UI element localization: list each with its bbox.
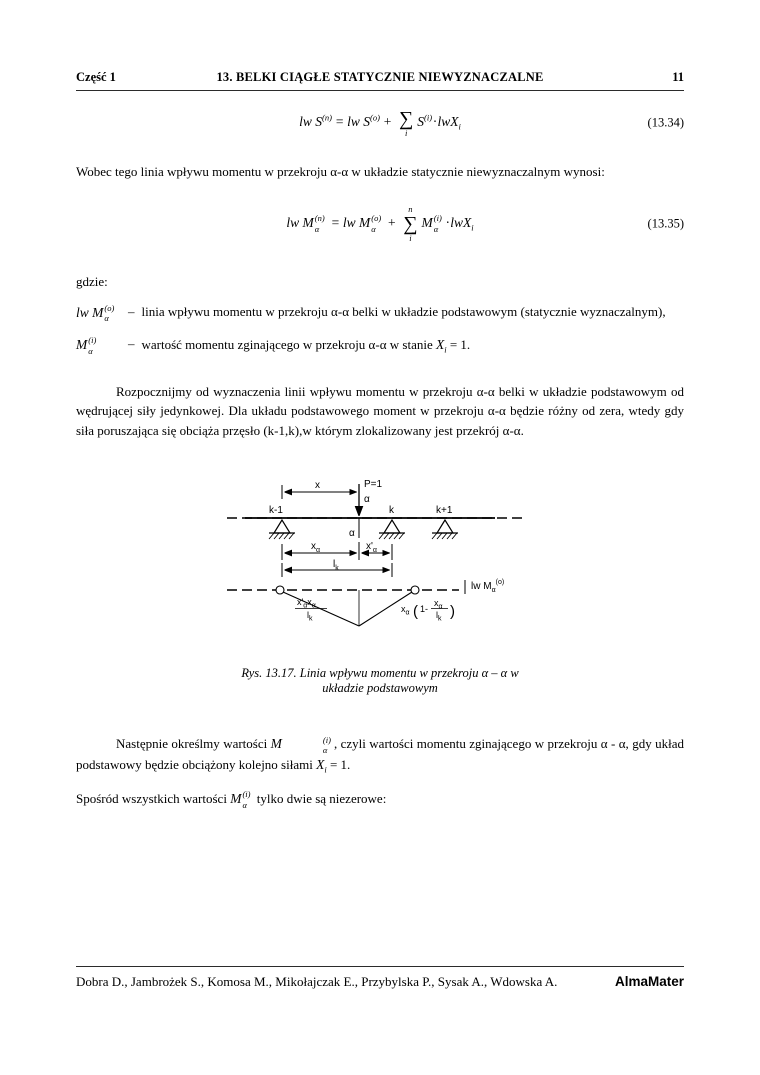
page-number: 11 (672, 70, 684, 84)
term-M-i: M (i) α (76, 335, 97, 356)
summation-symbol: n ∑ i (403, 204, 418, 243)
part-label: Część 1 (76, 70, 116, 84)
definition-dash: – (128, 303, 135, 319)
support-icon-k-minus-1 (269, 520, 295, 539)
hinge-circle-right (411, 586, 419, 594)
footer-row (76, 974, 684, 990)
label-x: x (315, 480, 320, 492)
equals-sign: = (334, 114, 345, 130)
label-p1: P=1 (364, 479, 383, 491)
eq-scripts: (i) α (88, 335, 97, 356)
label-l-k: $l_k$ (333, 559, 339, 573)
eq-scripts: (i) α (242, 789, 251, 810)
label-lwM: lw $M_\alpha^{(o)}$ (471, 579, 505, 595)
support-icon-k-plus-1 (432, 520, 458, 539)
plus-sign: + (382, 114, 393, 130)
x-i-symbol: $X_i$ (435, 336, 447, 355)
ordinate-right-frac-den: $l_k$ (436, 610, 442, 623)
plus-sign: + (387, 214, 397, 230)
eq-sub: i (471, 222, 474, 233)
label-x-alpha-prime: $x'_\alpha$ (366, 541, 377, 555)
multiplication-dot: · (433, 114, 437, 130)
eq-scripts: (o) α (371, 213, 382, 234)
eq-scripts: (o) α (104, 303, 115, 324)
eq-sub: i (458, 122, 461, 133)
eq-term: M (421, 214, 433, 230)
authors-line: Dobra D., Jambrożek S., Komosa M., Mikołajczak E., Przybylska P., Sysak A., Wdowska A. (76, 974, 558, 989)
definition-item-2 (76, 335, 684, 356)
eq-scripts: (i) α (433, 213, 442, 234)
equation-13-35-body (286, 204, 474, 243)
eq-term: lwX (450, 214, 472, 230)
eq-term: lw S (347, 114, 370, 130)
eq-term: lwX (437, 114, 459, 130)
paren-open: ( (413, 603, 418, 621)
footer-rule (76, 966, 684, 967)
eq-scripts: (i) α (322, 734, 331, 756)
label-k-plus-1: k+1 (436, 505, 453, 517)
M-alpha-i-symbol: M (i) α (230, 789, 251, 810)
eq-term: lw S (299, 114, 323, 130)
paragraph-rozpocznijmy: Rozpocznijmy od wyznaczenia linii wpływu momentu w przekroju α-α belki w układzie podstawowym od wędrującej siły jedynkowej. Dla układu podstawowego moment w przekroju α-α będzie różny od zera, wtedy gdy siła poruszająca się obciąża przęsło (k-1,k),w którym zlokalizowany jest przekrój α-α. (76, 383, 684, 438)
M-alpha-i-symbol: M (i) α (270, 734, 331, 756)
eq-term: lw M (342, 214, 371, 230)
eq-term: lw M (286, 214, 314, 230)
support-icon-k (379, 520, 405, 539)
definition-dash: – (128, 335, 135, 351)
figure-caption: Rys. 13.17. Linia wpływu momentu w przekroju α – α w układzie podstawowym (241, 666, 519, 696)
page-header (76, 70, 684, 85)
equation-13-34-body (299, 108, 461, 138)
eq-term: S (417, 114, 425, 130)
ordinate-left-numerator: $x'_\alpha x_\alpha$ (297, 597, 316, 610)
influence-left-segment (283, 592, 359, 626)
one-minus: 1- (420, 604, 429, 615)
definition-item-1 (76, 303, 684, 324)
multiplication-dot: · (445, 214, 450, 230)
eq-scripts: (n) α (314, 213, 325, 234)
equation-13-34 (76, 109, 684, 138)
equation-13-35 (76, 205, 684, 242)
term-lwM-o: lw M (o) α (76, 303, 115, 324)
paragraph-sposrod: Spośród wszystkich wartości M (i) α tylko dwie są niezerowe: (76, 789, 387, 810)
label-alpha-bottom: α (349, 528, 355, 540)
publisher-logo: AlmaMater (614, 974, 684, 989)
label-k-minus-1: k-1 (269, 505, 283, 517)
eq-sup: (n) (322, 112, 332, 123)
x-i-symbol: $X_i$ (316, 757, 327, 775)
paragraph-nastepnie: Następnie określmy wartości M (i) α , czyli wartości momentu zginającego w przekroju α - α, gdy układ podstawowy będzie obciążony kolejno siłami $X_i = 1$. (76, 734, 685, 775)
eq-sup: (i) (424, 112, 433, 123)
label-x-alpha: $x_\alpha$ (311, 541, 321, 555)
paren-close: ) (450, 603, 455, 621)
chapter-title: 13. BELKI CIĄGŁE STATYCZNIE NIEWYZNACZALNE (216, 70, 544, 84)
hinge-circle-left (276, 586, 284, 594)
summation-symbol: ∑ i (399, 108, 414, 138)
ordinate-left-denominator: $l_k$ (307, 610, 313, 623)
page-footer (76, 966, 684, 990)
label-alpha-top: α (364, 494, 370, 506)
equation-number-13-35: (13.35) (647, 216, 684, 230)
label-k: k (389, 505, 394, 517)
definition-text-2: wartość momentu zginającego w przekroju α-α w stanie $X_i = 1$. (141, 336, 471, 355)
ordinate-right-x: $x_\alpha$ (401, 604, 410, 617)
gdzie-label: gdzie: (76, 274, 108, 289)
header-rule (76, 90, 684, 91)
equals-sign: = (330, 214, 340, 230)
paragraph-wobec: Wobec tego linia wpływu momentu w przekroju α-α w układzie statycznie niewyznaczalnym wynosi: (76, 163, 605, 179)
eq-sup: (o) (369, 112, 380, 123)
ordinate-right-frac-num: $x_\alpha$ (434, 598, 443, 611)
figure-13-17 (225, 476, 535, 696)
equation-number-13-34: (13.34) (647, 115, 684, 130)
definition-text-1: linia wpływu momentu w przekroju α-α belki w układzie podstawowym (statycznie wyznaczalnym), (141, 303, 666, 319)
beam-diagram (225, 476, 535, 648)
